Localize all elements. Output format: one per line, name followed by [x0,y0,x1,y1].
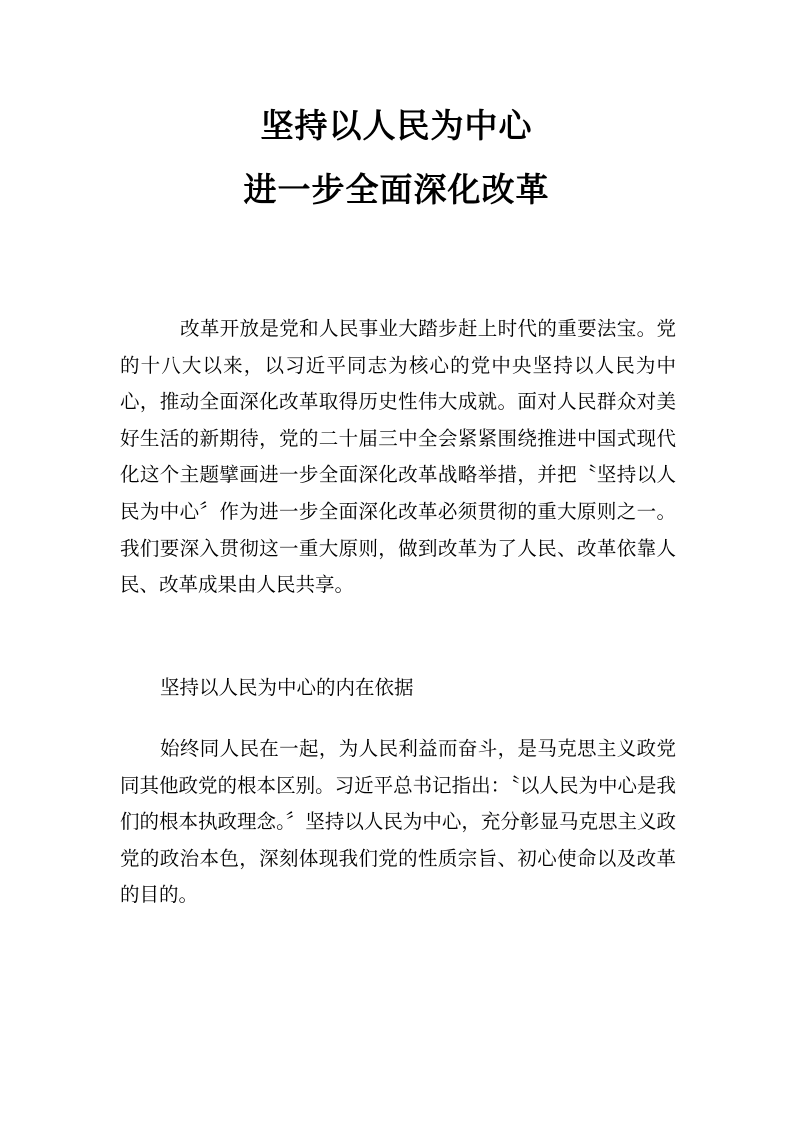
document-title-line-1: 坚持以人民为中心 [260,106,533,145]
document-title-line-2: 进一步全面深化改革 [243,170,550,209]
intro-paragraph: 改革开放是党和人民事业大踏步赶上时代的重要法宝。党的十八大以来，以习近平同志为核心的党中央坚持以人民为中心，推动全面深化改革取得历史性伟大成就。面对人民群众对美好生活的新期待，党的二十届三中全会紧紧围绕推进中国式现代化这个主题擘画进一步全面深化改革战略举措，并把〝坚持以人民为中心〞作为进一步全面深化改革必须贯彻的重大原则之一。我们要深入贯彻这一重大原则，做到改革为了人民、改革依靠人民、改革成果由人民共享。 [120,317,676,597]
section-heading: 坚持以人民为中心的内在依据 [160,676,414,699]
body-paragraph: 始终同人民在一起，为人民利益而奋斗，是马克思主义政党同其他政党的根本区别。习近平总书记指出：〝以人民为中心是我们的根本执政理念。〞坚持以人民为中心，充分彰显马克思主义政党的政治本色，深刻体现我们党的性质宗旨、初心使命以及改革的目的。 [120,737,676,907]
